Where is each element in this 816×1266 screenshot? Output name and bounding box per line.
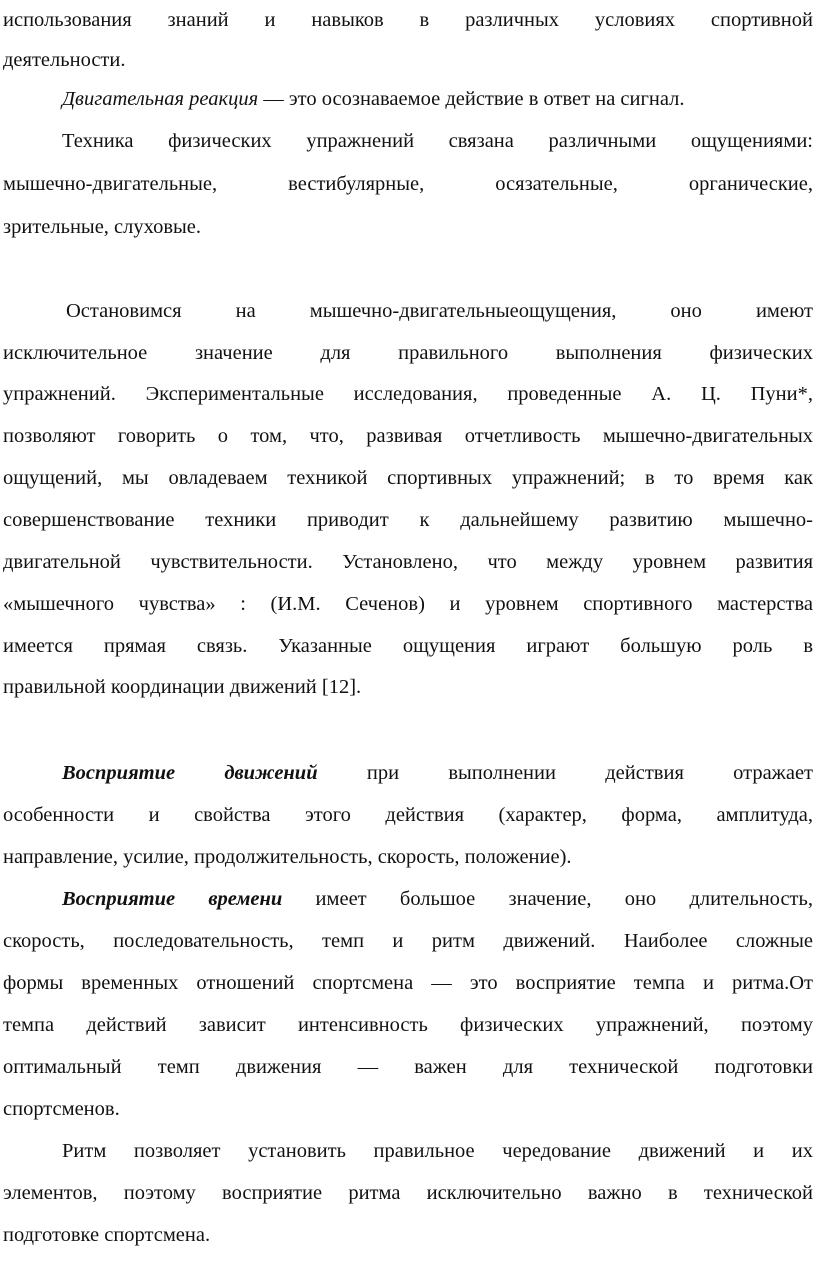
paragraph-time-perception [62, 879, 813, 919]
text-line: деятельности. [3, 49, 126, 71]
text-line: оптимальный темп движения — важен для технической подготовки [3, 1056, 813, 1078]
text-line: зрительные, слуховые. [3, 216, 202, 238]
text-line: имеется прямая связь. Указанные ощущения играют большую роль в [3, 635, 813, 657]
text-line: «мышечного чувства» : (И.М. Сеченов) и уровнем спортивного мастерства [3, 593, 813, 615]
definition-text: — это осознаваемое действие в ответ на сигнал. [258, 88, 685, 110]
text-rest: имеет большое значение, оно длительность, [282, 888, 813, 910]
text-line: совершенствование техники приводит к дальнейшему развитию мышечно- [3, 509, 813, 531]
text-line: темпа действий зависит интенсивность физических упражнений, поэтому [3, 1014, 813, 1036]
text-line: Остановимся на мышечно-двигательныеощущения, оно имеют [66, 300, 813, 322]
text-line: Техника физических упражнений связана различными ощущениями: [62, 130, 813, 152]
text-line: Ритм позволяет установить правильное чередование движений и их [62, 1140, 813, 1162]
text-line: исключительное значение для правильного выполнения физических [3, 342, 813, 364]
term-movement-perception: Восприятие движений [62, 762, 318, 784]
text-line: двигательной чувствительности. Установлено, что между уровнем развития [3, 551, 813, 573]
term-motor-reaction: Двигательная реакция [62, 88, 259, 110]
text-line: позволяют говорить о том, что, развивая отчетливость мышечно-двигательных [3, 425, 813, 447]
text-line: правильной координации движений [12]. [3, 676, 362, 698]
text-line: использования знаний и навыков в различных условиях спортивной [3, 9, 813, 31]
text-line: подготовке спортсмена. [3, 1224, 211, 1246]
text-line: формы временных отношений спортсмена — это восприятие темпа и ритма.От [3, 972, 813, 994]
text-line: скорость, последовательность, темп и ритм движений. Наиболее сложные [3, 930, 813, 952]
paragraph-motor-reaction [62, 79, 813, 119]
text-line: элементов, поэтому восприятие ритма исключительно важно в технической [3, 1182, 813, 1204]
paragraph-movement-perception [62, 753, 813, 793]
text-rest: при выполнении действия отражает [317, 762, 814, 784]
text-line: упражнений. Экспериментальные исследования, проведенные А. Ц. Пуни*, [3, 383, 813, 405]
text-line: направление, усилие, продолжительность, скорость, положение). [3, 846, 572, 868]
text-line: ощущений, мы овладеваем техникой спортивных упражнений; в то время как [3, 467, 813, 489]
term-time-perception: Восприятие времени [62, 888, 283, 910]
text-line: спортсменов. [3, 1098, 120, 1120]
text-line: мышечно-двигательные, вестибулярные, осязательные, органические, [3, 173, 813, 195]
text-line: особенности и свойства этого действия (характер, форма, амплитуда, [3, 804, 813, 826]
